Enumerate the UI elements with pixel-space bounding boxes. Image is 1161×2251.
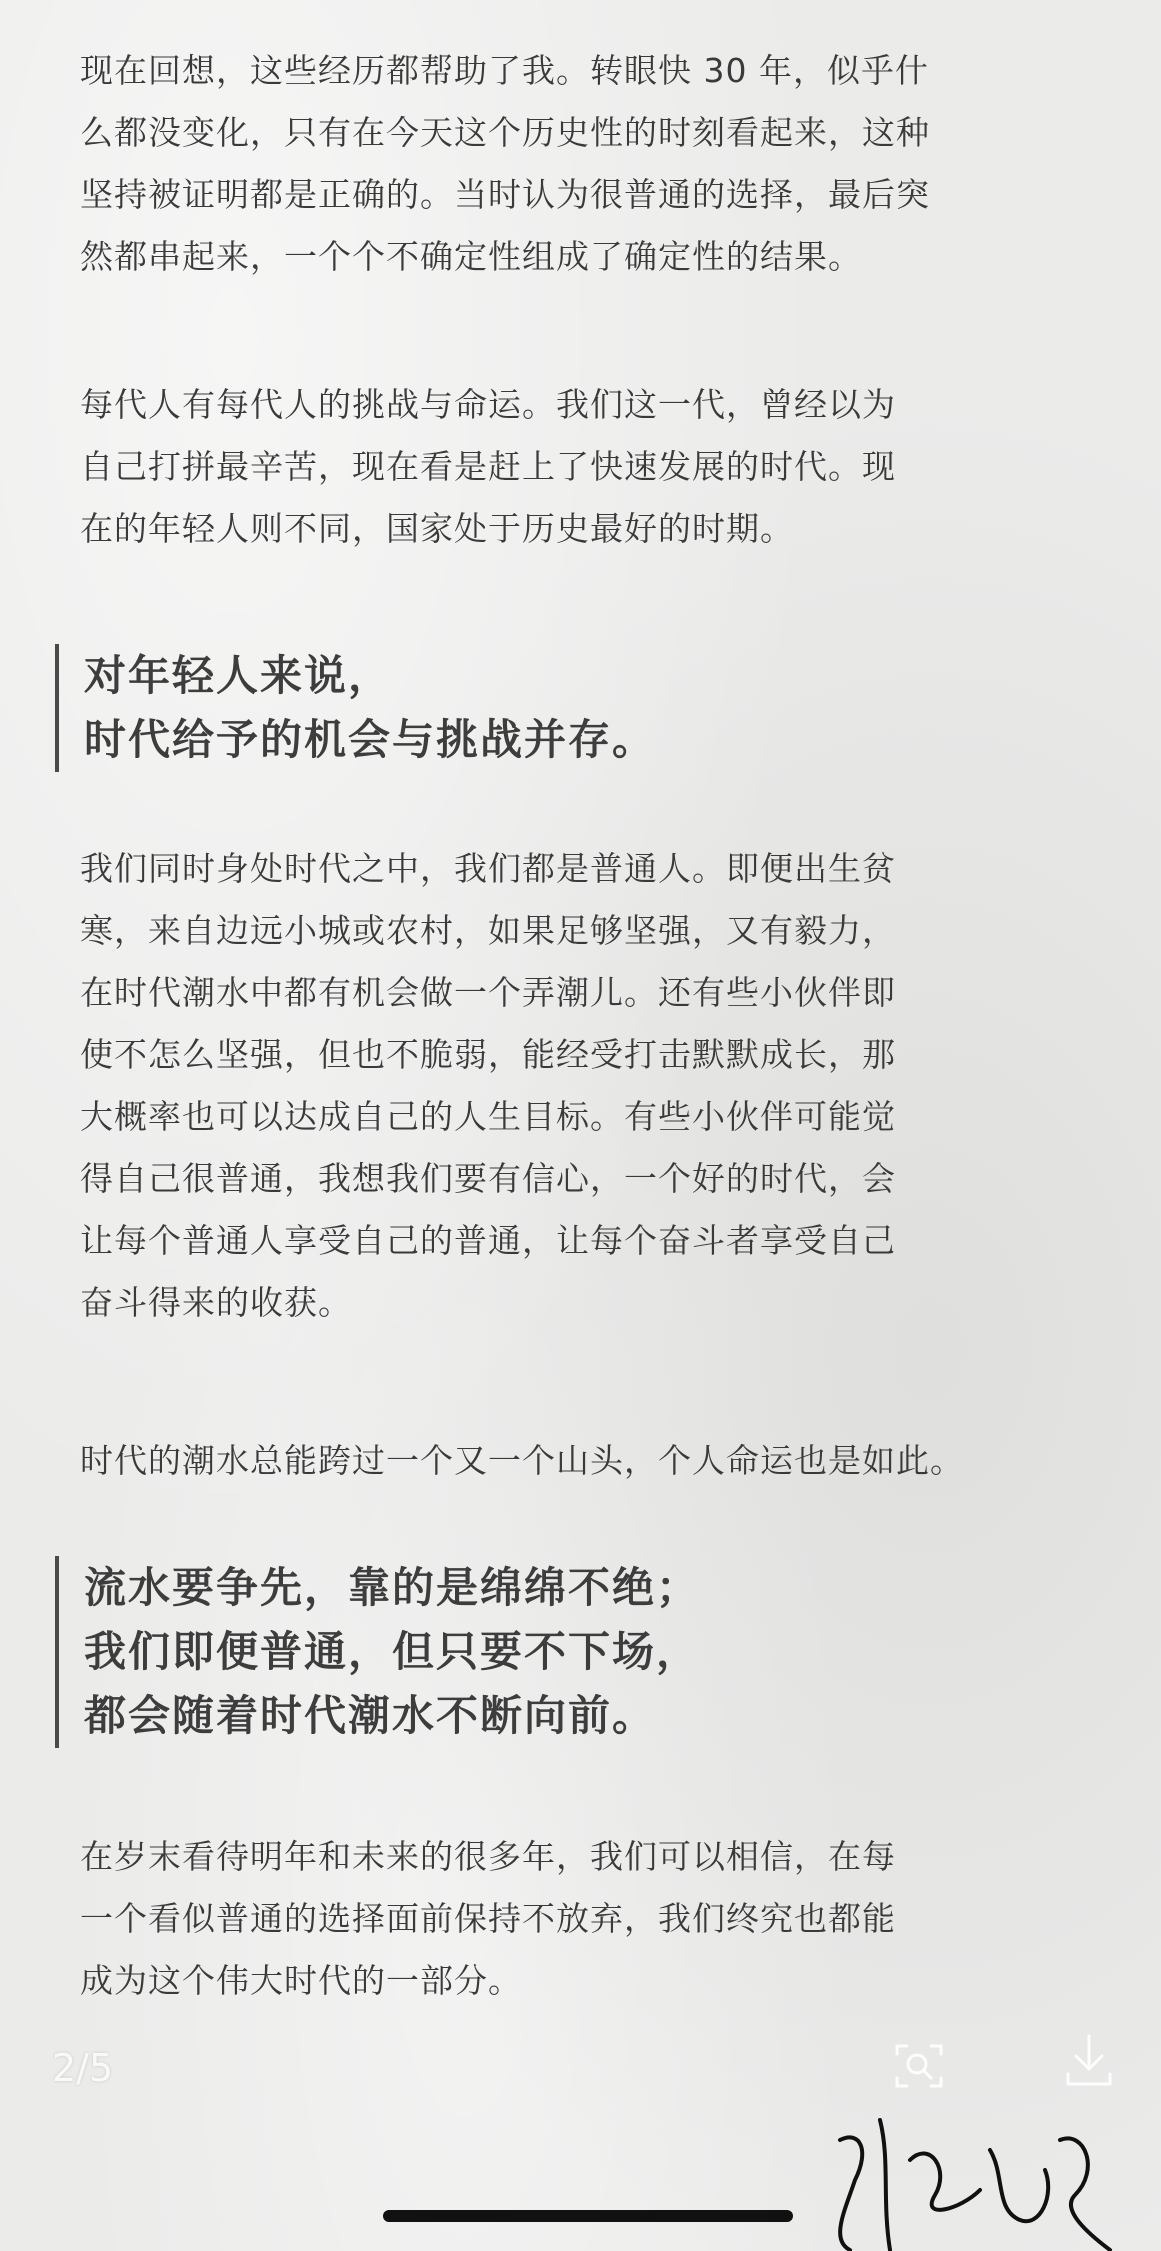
text-line: 一个看似普通的选择面前保持不放弃，我们终究也都能 [80, 1899, 896, 1938]
quote-line: 时代给予的机会与挑战并存。 [84, 715, 657, 764]
paragraph-3 [80, 838, 1100, 1334]
text-line: 得自己很普通，我想我们要有信心，一个好的时代，会 [80, 1159, 896, 1198]
pull-quote-2 [55, 1556, 700, 1748]
signature-image [820, 2100, 1120, 2251]
quote-line: 对年轻人来说， [84, 651, 393, 700]
text-line: 现在回想，这些经历都帮助了我。转眼快 30 年，似乎什 [80, 51, 929, 90]
image-search-icon [893, 2040, 945, 2092]
paragraph-1 [80, 40, 1100, 288]
text-line: 在时代潮水中都有机会做一个弄潮儿。还有些小伙伴即 [80, 973, 896, 1012]
quote-line: 都会随着时代潮水不断向前。 [84, 1691, 657, 1740]
text-line: 让每个普通人享受自己的普通，让每个奋斗者享受自己 [80, 1221, 896, 1260]
text-line: 大概率也可以达成自己的人生目标。有些小伙伴可能觉 [80, 1097, 896, 1136]
download-icon [1062, 2030, 1116, 2090]
text-line: 使不怎么坚强，但也不脆弱，能经受打击默默成长，那 [80, 1035, 896, 1074]
text-line: 寒，来自边远小城或农村，如果足够坚强，又有毅力， [80, 911, 896, 950]
quote-line: 我们即便普通，但只要不下场， [84, 1627, 701, 1676]
text-line: 时代的潮水总能跨过一个又一个山头，个人命运也是如此。 [80, 1441, 964, 1480]
text-line: 成为这个伟大时代的一部分。 [80, 1961, 522, 2000]
text-line: 每代人有每代人的挑战与命运。我们这一代，曾经以为 [80, 385, 896, 424]
pull-quote-1 [55, 644, 656, 772]
home-indicator [383, 2210, 793, 2222]
paragraph-5 [80, 1826, 1100, 2012]
text-line: 自己打拼最辛苦，现在看是赶上了快速发展的时代。现 [80, 447, 896, 486]
download-button[interactable] [1062, 2030, 1116, 2090]
text-line: 奋斗得来的收获。 [80, 1283, 352, 1322]
text-line: 坚持被证明都是正确的。当时认为很普通的选择，最后突 [80, 175, 930, 214]
text-line: 在岁末看待明年和未来的很多年，我们可以相信，在每 [80, 1837, 896, 1876]
text-line: 然都串起来，一个个不确定性组成了确定性的结果。 [80, 237, 862, 276]
paragraph-4 [80, 1430, 1100, 1492]
text-line: 么都没变化，只有在今天这个历史性的时刻看起来，这种 [80, 113, 930, 152]
image-search-button[interactable] [893, 2040, 945, 2092]
text-line: 在的年轻人则不同，国家处于历史最好的时期。 [80, 509, 794, 548]
paragraph-2 [80, 374, 1100, 560]
text-line: 我们同时身处时代之中，我们都是普通人。即便出生贫 [80, 849, 896, 888]
quote-line: 流水要争先，靠的是绵绵不绝； [84, 1563, 701, 1612]
page-indicator: 2/5 [52, 2046, 114, 2090]
